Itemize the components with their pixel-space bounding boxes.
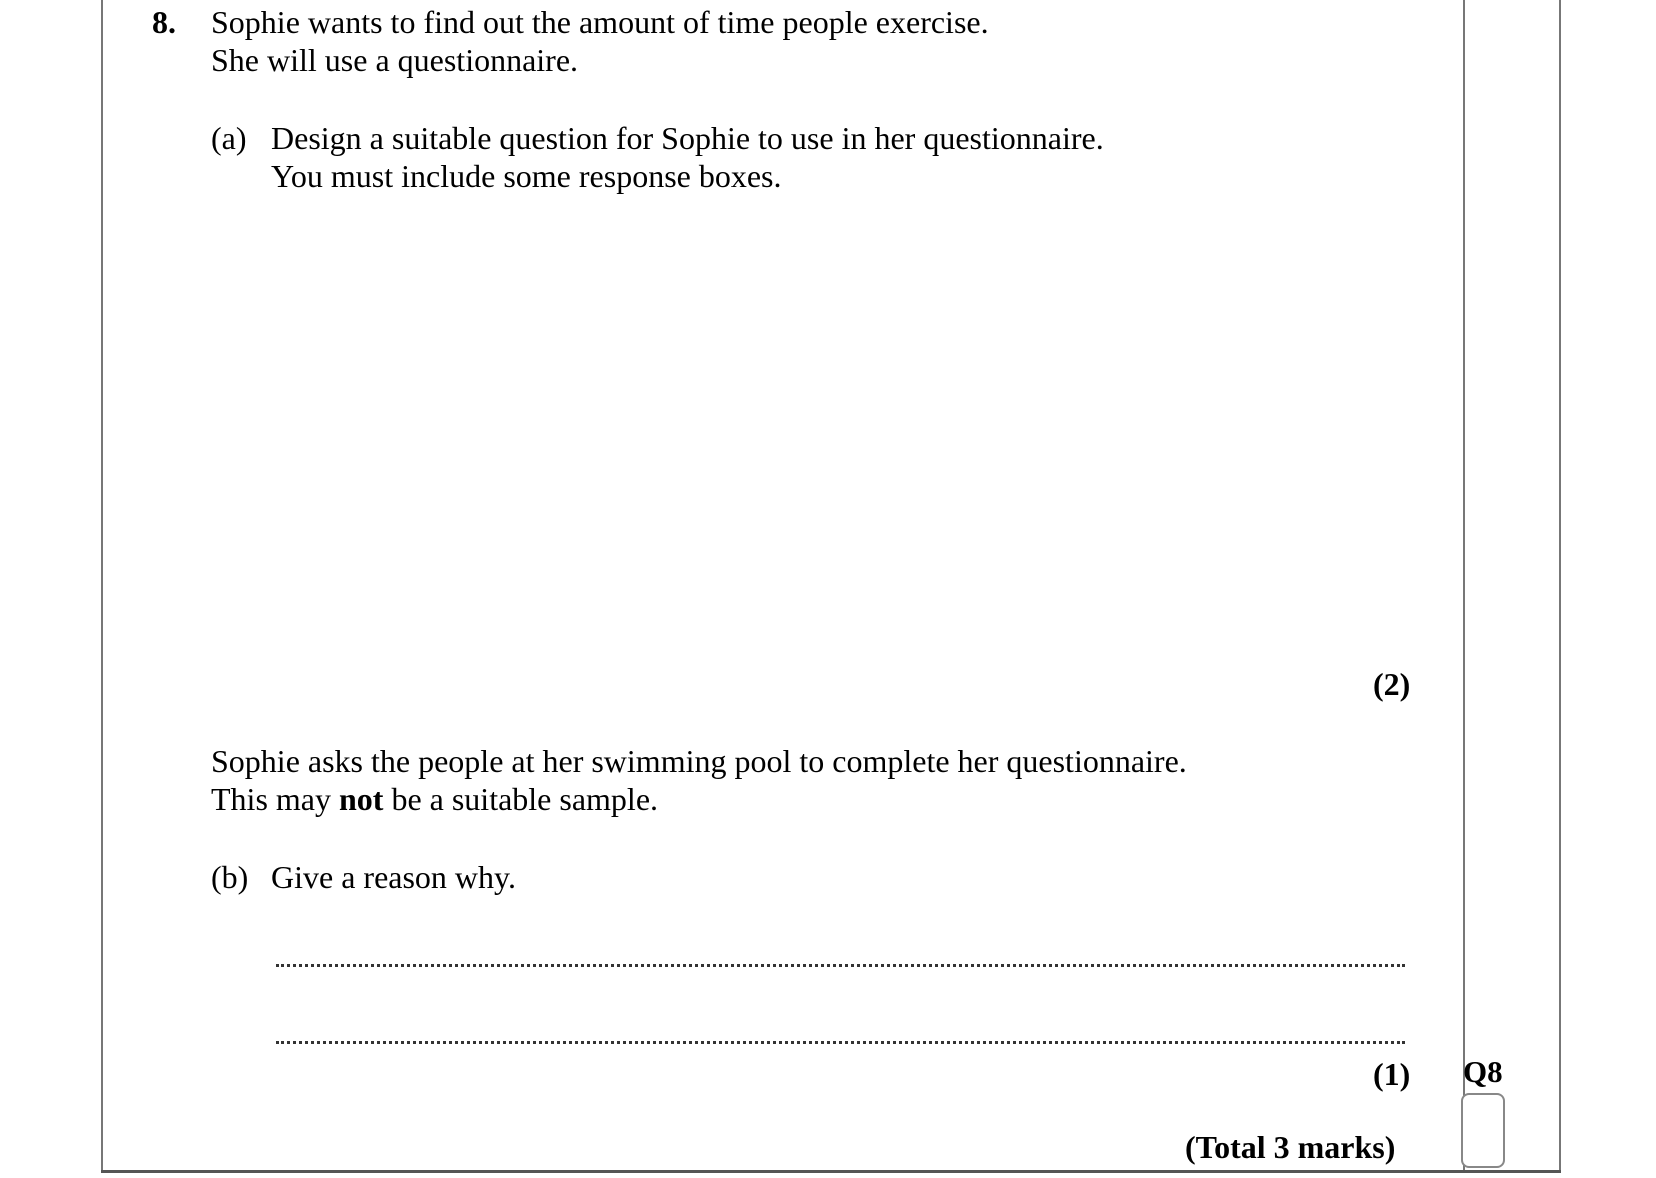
margin-column-left-border bbox=[1463, 0, 1465, 1172]
margin-question-code: Q8 bbox=[1463, 1054, 1503, 1089]
part-b-answer-line-2[interactable] bbox=[276, 1041, 1405, 1044]
page-left-border bbox=[101, 0, 103, 1172]
question-intro-line-1: Sophie wants to find out the amount of time people exercise. bbox=[211, 4, 989, 40]
part-a-instruction-line-1: Design a suitable question for Sophie to use in her questionnaire. bbox=[271, 120, 1104, 156]
context-line-2-start: This may bbox=[211, 781, 339, 817]
question-number: 8. bbox=[152, 4, 176, 40]
part-b-instruction: Give a reason why. bbox=[271, 859, 516, 895]
part-b-label: (b) bbox=[211, 859, 249, 895]
part-b-answer-line-1[interactable] bbox=[276, 964, 1405, 967]
context-line-2 bbox=[211, 780, 658, 818]
margin-column-right-border bbox=[1559, 0, 1561, 1172]
context-line-1: Sophie asks the people at her swimming pool to complete her questionnaire. bbox=[211, 743, 1187, 779]
examiner-mark-box[interactable] bbox=[1461, 1093, 1505, 1168]
part-b-marks: (1) bbox=[1373, 1056, 1411, 1092]
page-bottom-border bbox=[101, 1170, 1561, 1173]
emphasis-not: not bbox=[338, 781, 384, 817]
part-a-answer-space[interactable] bbox=[211, 205, 1411, 645]
part-a-label: (a) bbox=[211, 120, 247, 156]
total-marks: (Total 3 marks) bbox=[1185, 1129, 1396, 1165]
part-a-marks: (2) bbox=[1373, 666, 1411, 702]
part-a-instruction-line-2: You must include some response boxes. bbox=[271, 158, 782, 194]
context-line-2-end: be a suitable sample. bbox=[383, 781, 659, 817]
question-intro-line-2: She will use a questionnaire. bbox=[211, 42, 579, 78]
